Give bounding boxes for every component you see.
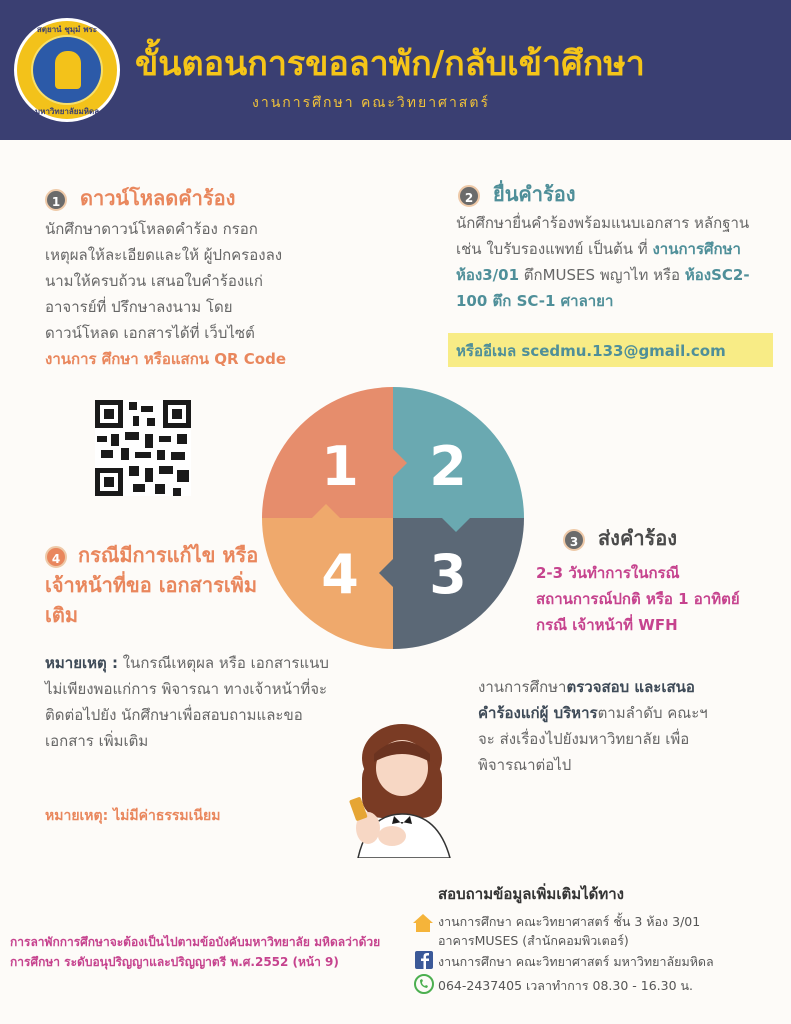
- step2-title: ยื่นคำร้อง: [492, 182, 576, 206]
- step4-note-label: หมายเหตุ :: [45, 654, 118, 672]
- contact-phone[interactable]: 064-2437405 เวลาทำการ 08.30 - 16.30 น.: [438, 978, 694, 993]
- step3-timing: 2-3 วันทำการในกรณี สถานการณ์ปกติ หรือ 1 อาทิตย์ กรณี เจ้าหน้าที่ WFH: [536, 564, 740, 634]
- step2-heading: [458, 178, 576, 210]
- contact-address: งานการศึกษา คณะวิทยาศาสตร์ ชั้น 3 ห้อง 3/01 อาคารMUSES (สำนักคอมพิวเตอร์): [438, 914, 701, 948]
- step2-badge: 2: [458, 185, 480, 207]
- step2-text-c: ตึกMUSES พญาไท หรือ: [519, 266, 685, 284]
- step3-text-c: ตามลำดับ คณะฯ จะ ส่งเรื่องไปยังมหาวิทยาลัย เพื่อพิจารณาต่อไป: [478, 704, 708, 774]
- fee-note: หมายเหตุ: ไม่มีค่าธรรมเนียม: [45, 808, 221, 824]
- logo-emblem: [31, 35, 103, 105]
- wheel-label-3: 3: [429, 543, 467, 606]
- student-illustration: [328, 718, 478, 858]
- contact-address-row: [412, 912, 752, 950]
- step3-text-a: งานการศึกษา: [478, 678, 567, 696]
- qr-code[interactable]: [95, 400, 191, 496]
- step3-badge: 3: [563, 529, 585, 551]
- mahidol-logo: [14, 18, 120, 122]
- logo-text-bottom: มหาวิทยาลัยมหิดล: [34, 107, 100, 116]
- step4-badge: 4: [45, 546, 67, 568]
- step1-heading: [45, 182, 235, 214]
- process-wheel: [262, 387, 524, 649]
- step3-body: [478, 674, 728, 778]
- step2-email[interactable]: หรืออีเมล scedmu.133@gmail.com: [456, 342, 726, 360]
- step3-text-b: ตรวจสอบ และเสนอคำร้องแก่ผู้ บริหาร: [478, 678, 695, 722]
- step3-title: ส่งคำร้อง: [597, 526, 678, 550]
- facebook-icon: [414, 950, 436, 972]
- page-title: ขั้นตอนการขอลาพัก/กลับเข้าศึกษา: [135, 44, 645, 84]
- step4-title: กรณีมีการแก้ไข หรือเจ้าหน้าที่ขอ เอกสารเพิ่มเติม: [45, 543, 259, 627]
- step2-room-salaya: ห้องSC2-100 ตึก SC-1 ศาลายา: [456, 266, 750, 310]
- regulation-note: การลาพักการศึกษาจะต้องเป็นไปตามข้อบังคับมหาวิทยาลัย มหิดลว่าด้วยการศึกษา ระดับอนุปริญญาและปริญญาตรี พ.ศ.2552 (หน้า 9): [10, 935, 381, 969]
- page-subtitle: งานการศึกษา คณะวิทยาศาสตร์: [252, 95, 490, 111]
- step4-heading: [45, 540, 285, 630]
- step1-link[interactable]: งานการ ศึกษา หรือแสกน QR Code: [45, 350, 287, 368]
- step2-room-musesa: งานการศึกษา ห้อง3/01: [456, 240, 741, 284]
- contact-facebook[interactable]: งานการศึกษา คณะวิทยาศาสตร์ มหาวิทยาลัยมหิดล: [438, 954, 714, 969]
- step2-text-a: นักศึกษายื่นคำร้องพร้อมแนบเอกสาร หลักฐาน เช่น ใบรับรองแพทย์ เป็นต้น ที่: [456, 214, 750, 258]
- contact-phone-row: [412, 976, 772, 995]
- step4-note-text: ในกรณีเหตุผล หรือ เอกสารแนบไม่เพียงพอแก่การ พิจารณา ทางเจ้าหน้าที่จะติดต่อไปยัง นักศึกษาเพื่อสอบถามและขอเอกสาร เพิ่มเติม: [45, 654, 329, 750]
- step1-badge: 1: [45, 189, 67, 211]
- contact-facebook-row[interactable]: [412, 952, 772, 971]
- header-banner: [0, 0, 791, 140]
- step1-text: นักศึกษาดาวน์โหลดคำร้อง กรอกเหตุผลให้ละเอียดและให้ ผู้ปกครองลงนามให้ครบถ้วน เสนอใบคำร้องแก่อาจารย์ที่ ปรึกษาลงนาม โดยดาวน์โหลด เอกสารได้ที่ เว็บไซต์: [45, 220, 283, 342]
- step2-body: [456, 210, 776, 314]
- step1-title: ดาวน์โหลดคำร้อง: [79, 186, 236, 210]
- phone-icon: [414, 974, 436, 996]
- wheel-label-2: 2: [429, 435, 467, 498]
- contact-heading: สอบถามข้อมูลเพิ่มเติมได้ทาง: [438, 885, 624, 903]
- crown-icon: [55, 51, 81, 89]
- home-icon: [412, 912, 434, 934]
- step1-body: [45, 216, 295, 372]
- step3-heading: [563, 522, 677, 554]
- wheel-label-4: 4: [321, 543, 359, 606]
- wheel-label-1: 1: [321, 435, 359, 498]
- logo-text-top: สตฺยานํ ชุมฺมํ พระ: [36, 25, 98, 34]
- step4-body: [45, 650, 345, 754]
